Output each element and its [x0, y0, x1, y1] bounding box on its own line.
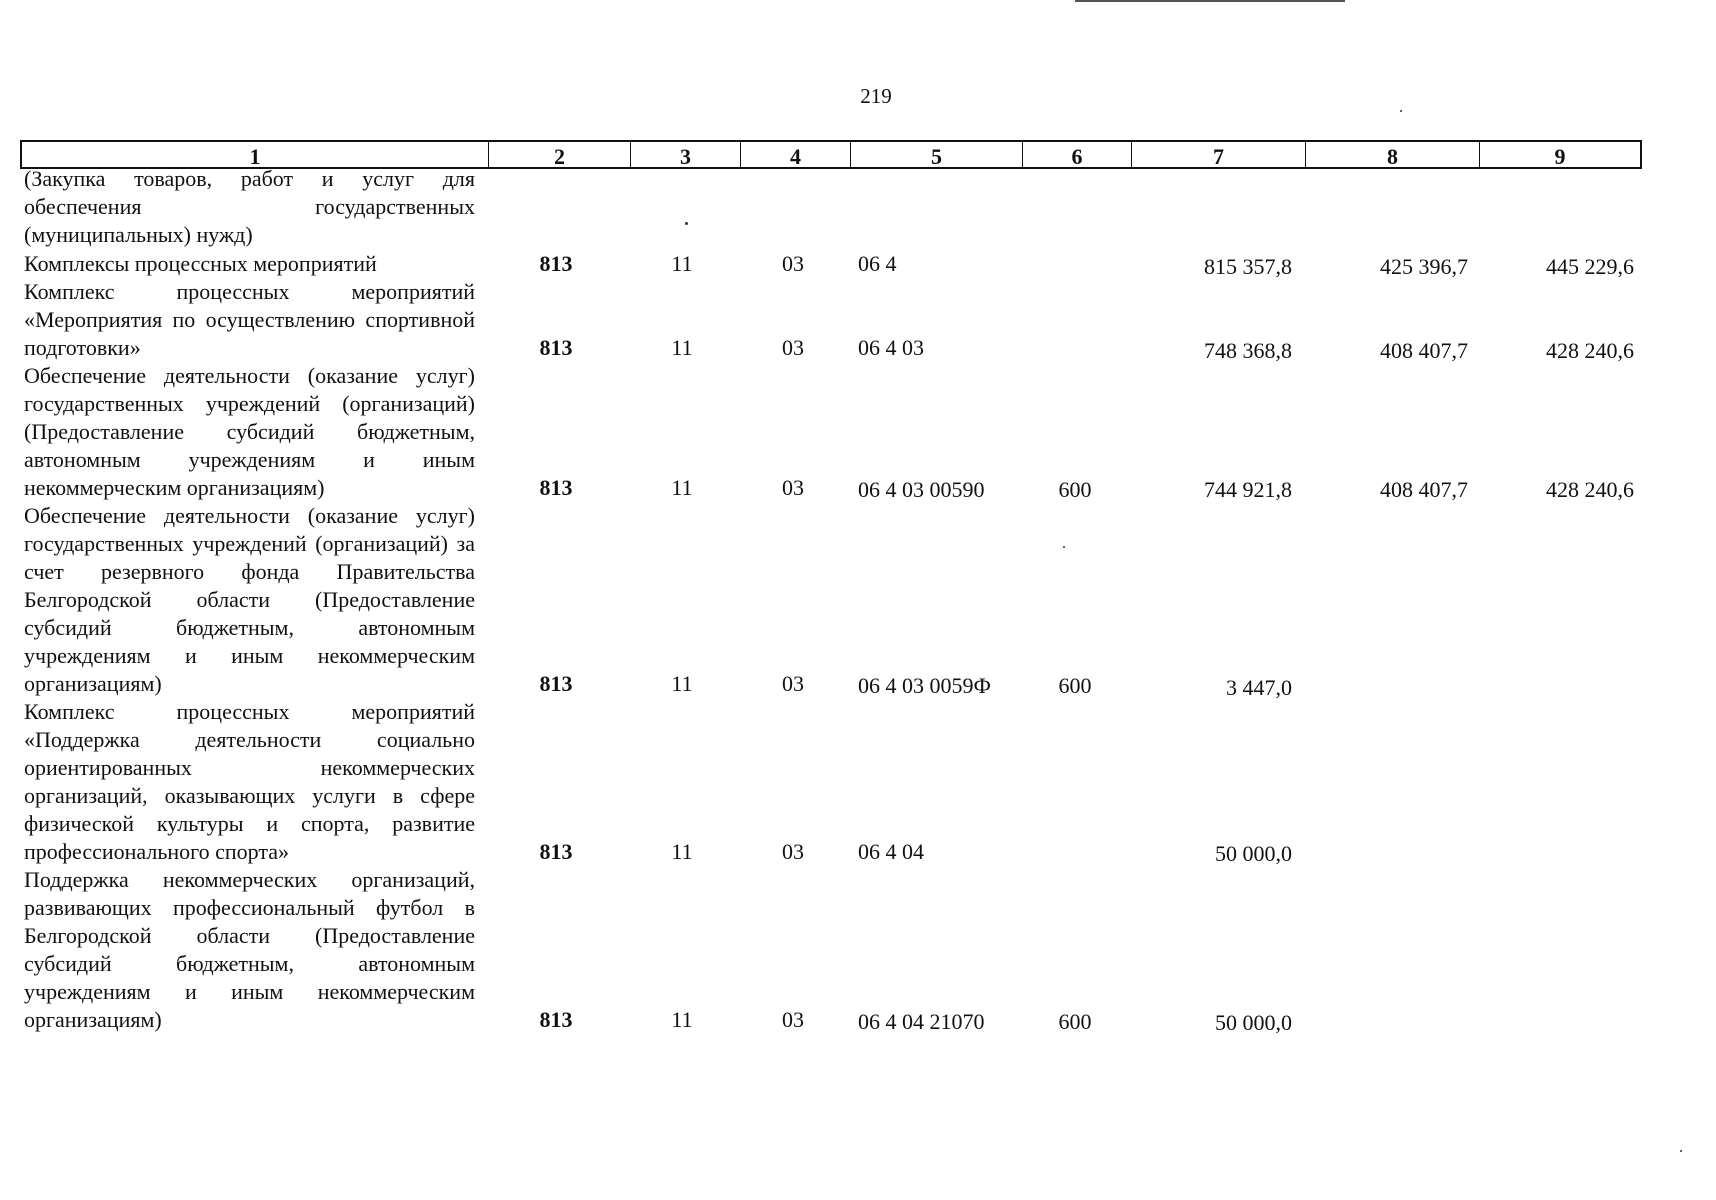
- cell-col-3: 11: [671, 251, 693, 276]
- cell-col-2: 813: [539, 335, 573, 360]
- column-header-3: 3: [631, 142, 741, 167]
- column-header-5: 5: [851, 142, 1023, 167]
- cell-col-4: 03: [782, 475, 804, 500]
- row-description: Комплекс процессных мероприятий «Мероприятия по осуществлению спортивной подготовки»: [24, 279, 475, 360]
- cell-col-4: 03: [782, 251, 804, 276]
- cell-col-4: 03: [782, 335, 804, 360]
- row-description: (Закупка товаров, работ и услуг для обеспечения государственных (муниципальных) нужд): [24, 166, 475, 247]
- scan-speck: [1400, 110, 1402, 112]
- cell-col-4: 03: [782, 1007, 804, 1032]
- cell-col-9: 428 240,6: [1546, 477, 1634, 502]
- row-description: Поддержка некоммерческих организаций, развивающих профессиональный футбол в Белгородской области (Предоставление субсидий бюджетным, автономным учреждениям и иным некоммерческим организациям): [24, 867, 475, 1032]
- column-header-1: 1: [22, 142, 489, 167]
- cell-col-6: 600: [1058, 673, 1092, 698]
- column-header-4: 4: [741, 142, 851, 167]
- cell-col-7: 50 000,0: [1215, 1010, 1292, 1035]
- column-header-8: 8: [1306, 142, 1480, 167]
- scan-speck: [1680, 1150, 1682, 1152]
- cell-col-8: 408 407,7: [1380, 477, 1468, 502]
- cell-col-3: 11: [671, 335, 693, 360]
- cell-col-9: 428 240,6: [1546, 338, 1634, 363]
- row-description: Обеспечение деятельности (оказание услуг) государственных учреждений (организаций) за счет резервного фонда Правительства Белгородской области (Предоставление субсидий бюджетным, автономным учреждениям и иным некоммерческим организациям): [24, 503, 475, 696]
- cell-col-5: 06 4: [858, 251, 897, 276]
- column-header-6: 6: [1023, 142, 1132, 167]
- cell-col-5: 06 4 04: [858, 839, 924, 864]
- cell-col-4: 03: [782, 839, 804, 864]
- cell-col-7: 744 921,8: [1204, 477, 1292, 502]
- cell-col-5: 06 4 04 21070: [858, 1009, 985, 1034]
- cell-col-6: 600: [1058, 1009, 1092, 1034]
- cell-col-7: 50 000,0: [1215, 841, 1292, 866]
- cell-col-2: 813: [539, 251, 573, 276]
- row-description: Комплексы процессных мероприятий: [24, 251, 377, 276]
- scan-speck: [685, 222, 688, 225]
- row-description: Обеспечение деятельности (оказание услуг) государственных учреждений (организаций) (Предоставление субсидий бюджетным, автономным учреждениям и иным некоммерческим организациям): [24, 363, 475, 500]
- cell-col-3: 11: [671, 475, 693, 500]
- cell-col-2: 813: [539, 839, 573, 864]
- column-header-9: 9: [1554, 144, 1566, 169]
- cell-col-8: 425 396,7: [1380, 254, 1468, 279]
- column-header-2: 2: [489, 142, 631, 167]
- scan-speck: [1063, 546, 1065, 548]
- cell-col-7: 3 447,0: [1226, 675, 1292, 700]
- cell-col-9: 445 229,6: [1546, 254, 1634, 279]
- cell-col-7: 815 357,8: [1204, 254, 1292, 279]
- cell-col-2: 813: [539, 1007, 573, 1032]
- cell-col-5: 06 4 03 0059Ф: [858, 673, 991, 698]
- cell-col-3: 11: [671, 839, 693, 864]
- cell-col-2: 813: [539, 475, 573, 500]
- cell-col-3: 11: [671, 671, 693, 696]
- cell-col-5: 06 4 03: [858, 335, 924, 360]
- cell-col-7: 748 368,8: [1204, 338, 1292, 363]
- cell-col-4: 03: [782, 671, 804, 696]
- cell-col-3: 11: [671, 1007, 693, 1032]
- row-description: Комплекс процессных мероприятий «Поддержка деятельности социально ориентированных некоммерческих организаций, оказывающих услуги в сфере физической культуры и спорта, развитие профессионального спорта»: [24, 699, 475, 864]
- cell-col-6: 600: [1058, 477, 1092, 502]
- page-number: 219: [860, 84, 892, 108]
- cell-col-2: 813: [539, 671, 573, 696]
- column-header-7: 7: [1132, 142, 1306, 167]
- cell-col-8: 408 407,7: [1380, 338, 1468, 363]
- cell-col-5: 06 4 03 00590: [858, 477, 985, 502]
- top-rule: [1075, 0, 1345, 2]
